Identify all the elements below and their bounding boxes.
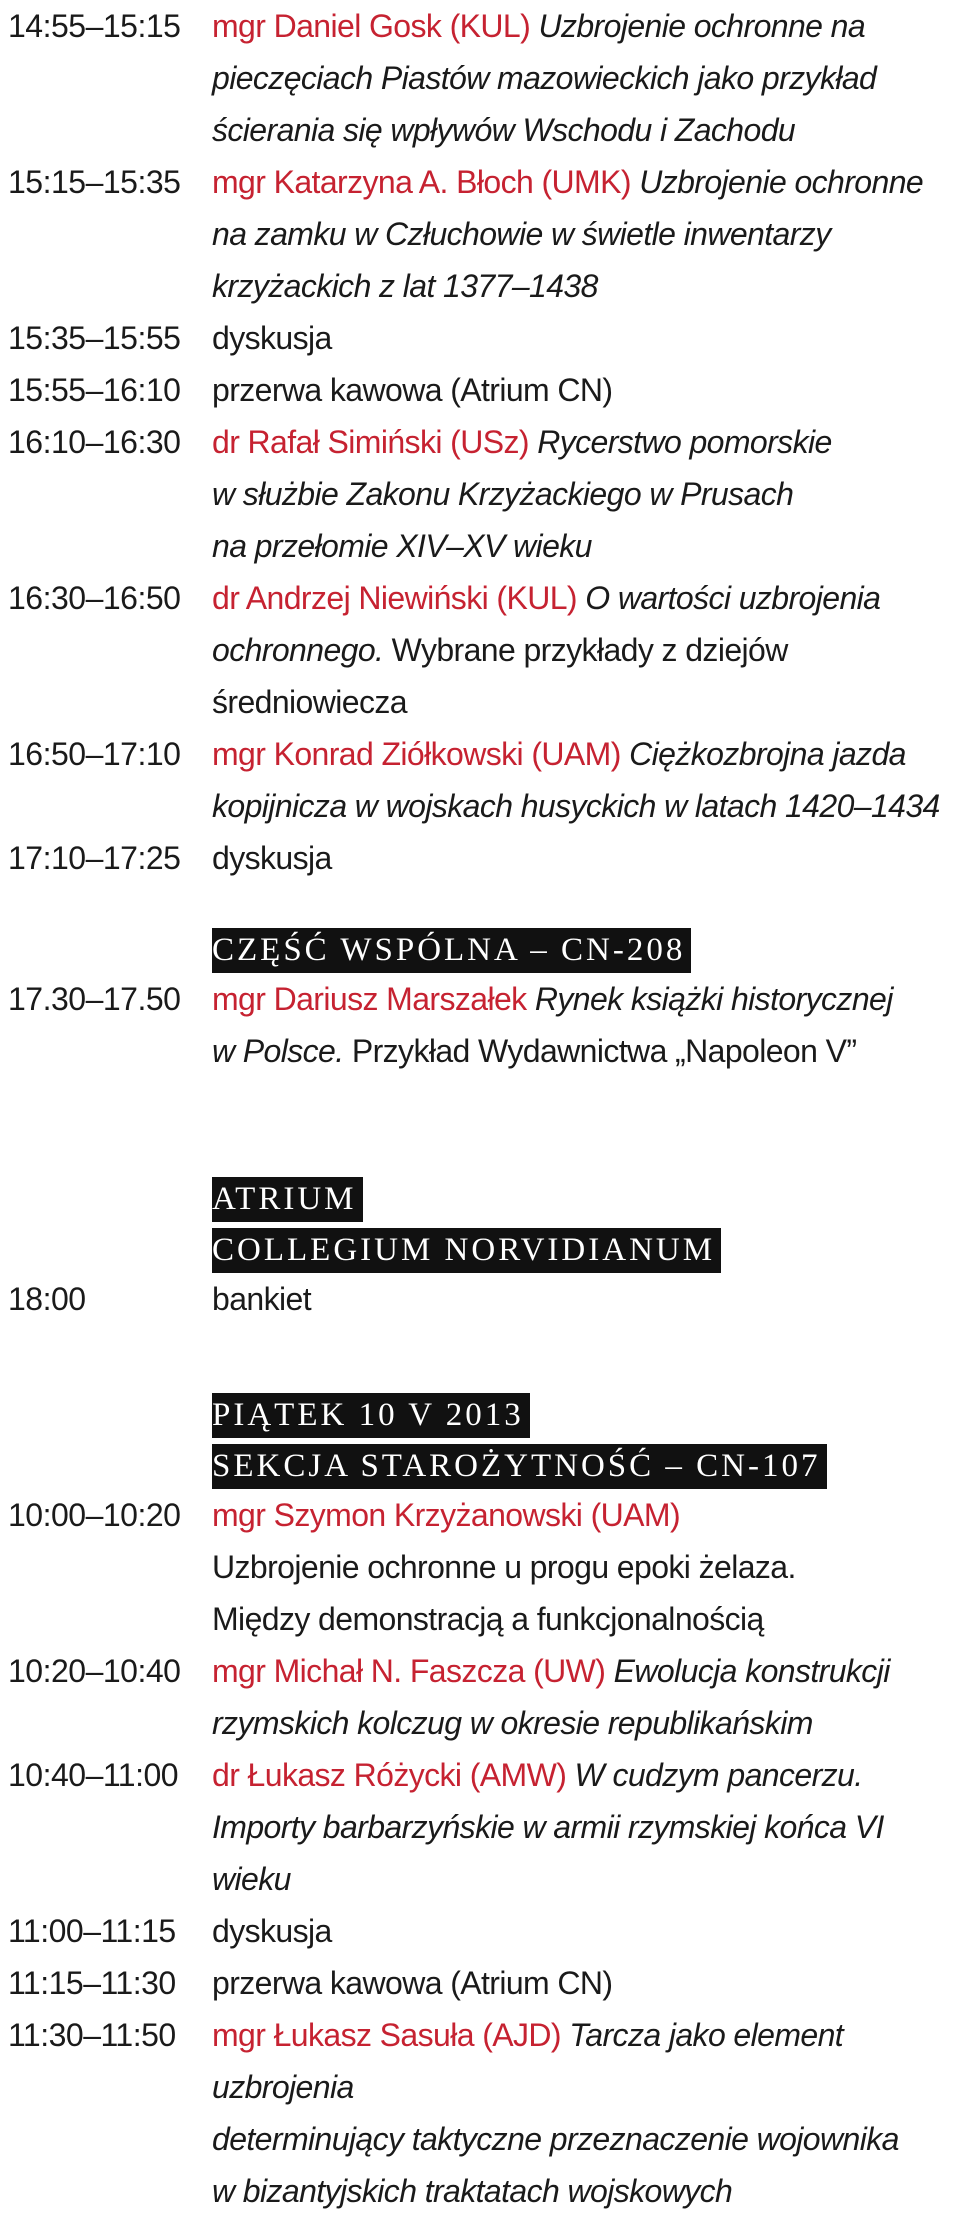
program-row <box>0 364 960 416</box>
atrium-header-row <box>0 1177 960 1273</box>
time-slot: 18:00 <box>8 1281 86 1317</box>
session-content <box>212 1749 960 1905</box>
time-slot: 14:55–15:15 <box>8 8 181 44</box>
session-text: dyskusja <box>212 320 332 356</box>
session-content <box>212 973 960 1077</box>
speaker-name: mgr Katarzyna A. Błoch (UMK) <box>212 164 631 200</box>
session-content <box>212 1645 960 1749</box>
speaker-name: mgr Daniel Gosk (KUL) <box>212 8 531 44</box>
time-slot: 11:15–11:30 <box>8 1965 176 2001</box>
afternoon-sessions <box>0 0 960 884</box>
session-content <box>212 1489 960 1645</box>
talk-title-line: rzymskich kolczug w okresie republikańskim <box>212 1705 813 1741</box>
talk-title-line: na zamku w Człuchowie w świetle inwentarzy <box>212 216 831 252</box>
speaker-name: mgr Szymon Krzyżanowski (UAM) <box>212 1497 681 1533</box>
time-slot: 16:50–17:10 <box>8 736 181 772</box>
talk-title-line: determinujący taktyczne przeznaczenie wojownika <box>212 2121 899 2157</box>
collegium-header: COLLEGIUM NORVIDIANUM <box>212 1228 721 1273</box>
talk-title-plain: Wybrane przykłady z dziejów średniowiecza <box>212 632 788 720</box>
talk-title-line: w Polsce. <box>212 1033 344 1069</box>
common-part-header: CZĘŚĆ WSPÓLNA – CN-208 <box>212 928 691 973</box>
session-content <box>212 728 960 832</box>
time-slot: 16:30–16:50 <box>8 580 181 616</box>
talk-title-line: ochronnego. <box>212 632 384 668</box>
time-slot: 15:55–16:10 <box>8 372 181 408</box>
speaker-name: mgr Konrad Ziółkowski (UAM) <box>212 736 621 772</box>
day-header: PIĄTEK 10 V 2013 <box>212 1393 530 1438</box>
session-content <box>212 832 960 884</box>
session-content <box>212 2009 960 2217</box>
talk-title: Uzbrojenie ochronne na <box>538 8 866 44</box>
program-row <box>0 1957 960 2009</box>
section-header: SEKCJA STAROŻYTNOŚĆ – CN-107 <box>212 1444 827 1489</box>
session-content <box>212 156 960 312</box>
session-content <box>212 1905 960 1957</box>
session-text: przerwa kawowa (Atrium CN) <box>212 1965 613 2001</box>
time-slot: 10:40–11:00 <box>8 1757 179 1793</box>
speaker-name: mgr Michał N. Faszcza (UW) <box>212 1653 606 1689</box>
talk-title: Ciężkozbrojna jazda <box>629 736 906 772</box>
time-slot: 10:00–10:20 <box>8 1497 181 1533</box>
program-row <box>0 572 960 728</box>
banquet-row <box>0 1273 960 1325</box>
talk-title-line: w służbie Zakonu Krzyżackiego w Prusach <box>212 476 794 512</box>
program-row <box>0 728 960 832</box>
friday-sessions <box>0 1489 960 2217</box>
speaker-name: dr Andrzej Niewiński (KUL) <box>212 580 577 616</box>
program-row <box>0 1749 960 1905</box>
program-row <box>0 156 960 312</box>
talk-title: Tarcza jako element uzbrojenia <box>212 2017 844 2105</box>
speaker-name: dr Łukasz Różycki (AMW) <box>212 1757 567 1793</box>
talk-title: W cudzym pancerzu. <box>574 1757 863 1793</box>
talk-title-plain: Między demonstracją a funkcjonalnością <box>212 1601 764 1637</box>
talk-title-line: ścierania się wpływów Wschodu i Zachodu <box>212 112 796 148</box>
talk-title-plain: Przykład Wydawnictwa „Napoleon V” <box>351 1033 857 1069</box>
session-content <box>212 572 960 728</box>
time-slot: 17:10–17:25 <box>8 840 181 876</box>
program-row <box>0 1645 960 1749</box>
talk-title: Rynek książki historycznej <box>534 981 893 1017</box>
talk-title: Ewolucja konstrukcji <box>613 1653 890 1689</box>
time-slot: 11:30–11:50 <box>8 2017 176 2053</box>
common-part-header-row <box>0 928 960 973</box>
session-content <box>212 0 960 156</box>
session-content <box>212 416 960 572</box>
talk-title-line: kopijnicza w wojskach husyckich w latach 1420–1434 <box>212 788 940 824</box>
talk-title: Rycerstwo pomorskie <box>537 424 832 460</box>
program-row <box>0 2009 960 2217</box>
talk-title-line: w bizantyjskich traktatach wojskowych <box>212 2173 733 2209</box>
speaker-name: dr Rafał Simiński (USz) <box>212 424 529 460</box>
friday-header-row <box>0 1393 960 1489</box>
time-slot: 17.30–17.50 <box>8 981 181 1017</box>
session-text: dyskusja <box>212 840 332 876</box>
session-text: dyskusja <box>212 1913 332 1949</box>
talk-title-line: Importy barbarzyńskie w armii rzymskiej końca VI wieku <box>212 1809 884 1897</box>
program-row <box>0 416 960 572</box>
session-content <box>212 312 960 364</box>
speaker-name: mgr Łukasz Sasuła (AJD) <box>212 2017 561 2053</box>
speaker-name: mgr Dariusz Marszałek <box>212 981 527 1017</box>
talk-title-plain: Uzbrojenie ochronne u progu epoki żelaza. <box>212 1549 796 1585</box>
program-row <box>0 1489 960 1645</box>
time-slot: 10:20–10:40 <box>8 1653 181 1689</box>
program-row <box>0 832 960 884</box>
talk-title: Uzbrojenie ochronne <box>639 164 924 200</box>
session-content <box>212 364 960 416</box>
talk-title: O wartości uzbrojenia <box>585 580 881 616</box>
time-slot: 16:10–16:30 <box>8 424 181 460</box>
time-slot: 15:35–15:55 <box>8 320 181 356</box>
program-row <box>0 973 960 1077</box>
banquet-text: bankiet <box>212 1281 311 1317</box>
session-content <box>212 1957 960 2009</box>
talk-title-line: krzyżackich z lat 1377–1438 <box>212 268 598 304</box>
program-row <box>0 312 960 364</box>
atrium-header: ATRIUM <box>212 1177 363 1222</box>
program-row <box>0 0 960 156</box>
talk-title-line: na przełomie XIV–XV wieku <box>212 528 592 564</box>
common-session <box>0 973 960 1077</box>
talk-title-line: pieczęciach Piastów mazowieckich jako przykład <box>212 60 877 96</box>
time-slot: 15:15–15:35 <box>8 164 181 200</box>
session-text: przerwa kawowa (Atrium CN) <box>212 372 613 408</box>
program-row <box>0 1905 960 1957</box>
time-slot: 11:00–11:15 <box>8 1913 176 1949</box>
